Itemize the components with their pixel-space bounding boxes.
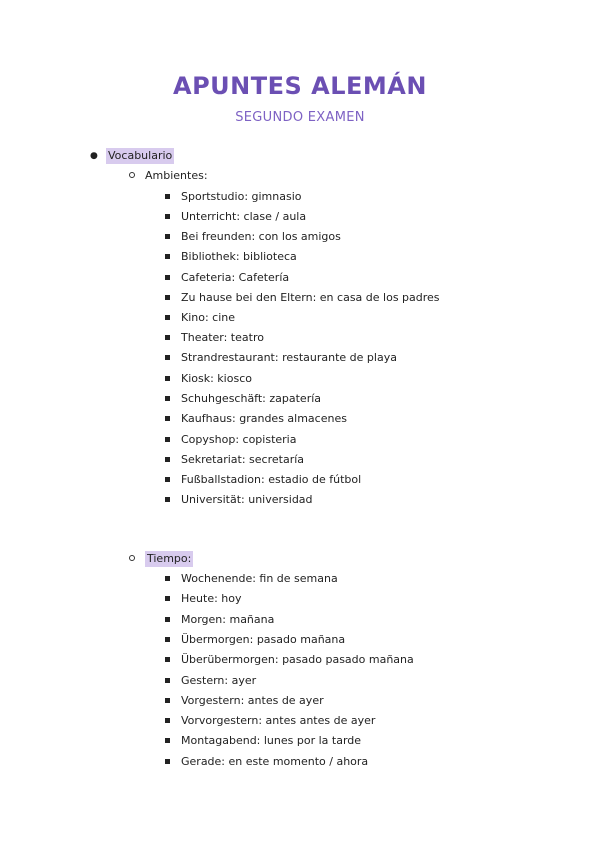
subsection-heading-ambientes: Ambientes:: [145, 169, 208, 182]
vocab-entry: Kino: cine: [181, 311, 236, 324]
bullet-square-icon: [165, 416, 170, 421]
bullet-square-icon: [165, 718, 170, 723]
vocab-entry: Bibliothek: biblioteca: [181, 250, 297, 263]
vocab-entry: Fußballstadion: estadio de fútbol: [181, 473, 362, 486]
bullet-square-icon: [165, 234, 170, 239]
bullet-square-icon: [165, 698, 170, 703]
bullet-square-icon: [165, 678, 170, 683]
bullet-square-icon: [165, 759, 170, 764]
vocab-entry: Copyshop: copisteria: [181, 433, 297, 446]
vocab-entry: Heute: hoy: [181, 592, 242, 605]
vocab-entry: Kaufhaus: grandes almacenes: [181, 412, 347, 425]
bullet-square-icon: [165, 214, 170, 219]
bullet-square-icon: [165, 657, 170, 662]
vocab-entry: Zu hause bei den Eltern: en casa de los padres: [181, 291, 440, 304]
vocab-entry: Gestern: ayer: [181, 674, 257, 687]
vocab-entry: Sportstudio: gimnasio: [181, 190, 302, 203]
bullet-square-icon: [165, 295, 170, 300]
bullet-square-icon: [165, 617, 170, 622]
vocab-entry: Theater: teatro: [181, 331, 264, 344]
bullet-square-icon: [165, 437, 170, 442]
vocab-entry: Morgen: mañana: [181, 613, 275, 626]
bullet-square-icon: [165, 254, 170, 259]
vocab-entry: Unterricht: clase / aula: [181, 210, 307, 223]
bullet-disc-icon: ●: [90, 151, 98, 161]
vocab-entry: Schuhgeschäft: zapatería: [181, 392, 322, 405]
vocab-entry: Cafeteria: Cafetería: [181, 271, 290, 284]
vocab-entry: Sekretariat: secretaría: [181, 453, 305, 466]
bullet-square-icon: [165, 576, 170, 581]
vocab-entry: Bei freunden: con los amigos: [181, 230, 341, 243]
bullet-square-icon: [165, 194, 170, 199]
bullet-square-icon: [165, 457, 170, 462]
bullet-square-icon: [165, 315, 170, 320]
document-subtitle: SEGUNDO EXAMEN: [235, 110, 365, 125]
bullet-square-icon: [165, 477, 170, 482]
bullet-square-icon: [165, 596, 170, 601]
bullet-square-icon: [165, 335, 170, 340]
vocab-entry: Wochenende: fin de semana: [181, 572, 338, 585]
document-title: APUNTES ALEMÁN: [173, 72, 427, 100]
bullet-square-icon: [165, 355, 170, 360]
section-heading-vocabulario: Vocabulario: [108, 149, 173, 162]
vocab-entry: Montagabend: lunes por la tarde: [181, 734, 362, 747]
bullet-square-icon: [165, 396, 170, 401]
vocab-entry: Überübermorgen: pasado pasado mañana: [181, 653, 414, 666]
vocab-entry: Universität: universidad: [181, 493, 313, 506]
bullet-circle-icon: [129, 555, 135, 561]
vocab-entry: Vorvorgestern: antes antes de ayer: [181, 714, 376, 727]
subsection-heading-tiempo: Tiempo:: [147, 552, 192, 565]
bullet-square-icon: [165, 497, 170, 502]
bullet-square-icon: [165, 637, 170, 642]
bullet-square-icon: [165, 738, 170, 743]
vocab-entry: Kiosk: kiosco: [181, 372, 252, 385]
vocab-entry: Übermorgen: pasado mañana: [181, 633, 346, 646]
vocab-entry: Gerade: en este momento / ahora: [181, 755, 369, 768]
bullet-circle-icon: [129, 172, 135, 178]
vocab-entry: Strandrestaurant: restaurante de playa: [181, 351, 397, 364]
vocab-entry: Vorgestern: antes de ayer: [181, 694, 324, 707]
bullet-square-icon: [165, 376, 170, 381]
bullet-square-icon: [165, 275, 170, 280]
